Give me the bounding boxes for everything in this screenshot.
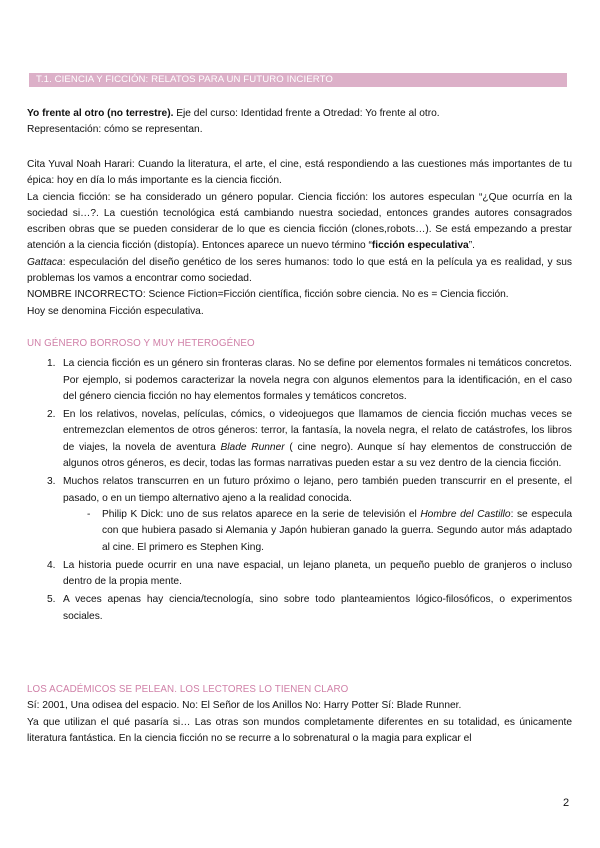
list-number: 1. [47, 358, 56, 370]
cf-definition [27, 190, 572, 255]
intro-line [27, 106, 572, 122]
intro-block [27, 106, 572, 139]
sub-italic: Hombre del Castillo [420, 508, 511, 520]
section2-line2: Ya que utilizan el qué pasaría si… Las otras son mundos completamente diferentes en su totalidad, es únicamente literatura fantástica. En la ciencia ficción no se recurre a lo sobrenatural o la magia para explicar el [27, 716, 572, 744]
list-text: Muchos relatos transcurren en un futuro próximo o lejano, pero también pueden transcurrir en el presente, el pasado, o en un tiempo alternativo ajeno a la realidad conocida. [63, 476, 572, 504]
sub-list-item [27, 507, 572, 556]
section2-line1: Sí: 2001, Una odisea del espacio. No: El Señor de los Anillos No: Harry Potter Sí: Blade Runner. [27, 700, 462, 712]
list-item [27, 407, 572, 472]
sub-text-a: Philip K Dick: uno de sus relatos aparece en la serie de televisión el [102, 508, 421, 520]
list-text-b: ( cine negro). Aunque sí hay elementos de construcción de algunos otros géneros, es decir, todas las formas narrativas pueden estar a su vez dentro de la ciencia ficción. [63, 441, 572, 470]
list-italic: Blade Runner [220, 441, 285, 453]
hoy-line: Hoy se denomina Ficción especulativa. [27, 305, 204, 317]
cita-block [27, 157, 572, 320]
gattaca-text: : especulación del diseño genético de los seres humanos: todo lo que está en la película ya es realidad, y sus problemas los vamos a encontrar como sociedad. [27, 256, 572, 285]
section1 [27, 336, 572, 625]
cf-def-bold: ficción especulativa [371, 240, 469, 252]
section-banner: T.1. CIENCIA Y FICCIÓN: RELATOS PARA UN FUTURO INCIERTO [29, 73, 567, 87]
page-number: 2 [563, 797, 570, 809]
list-text: La ciencia ficción es un género sin fronteras claras. No se define por elementos formales ni temáticos concretos. Por ejemplo, si podemos caracterizar la novela negra con algunos elementos para la identificación, en el caso del género ciencia ficción no hay elementos formales y temáticos concretos. [63, 358, 572, 402]
list-number: 3. [47, 476, 56, 488]
list-item [27, 356, 572, 405]
cf-def-part1: La ciencia ficción: se ha considerado un género popular. Ciencia ficción: los autores especulan “¿Que ocurría en la sociedad si…?. La cuestión tecnológica está cambiando nuestra sociedad, entonces grandes autores consagrados escriben obras que se pueden considerar de lo que es ciencia ficción (clones,robots…). Se está empezando a prestar atención a la ciencia ficción (distopía). Entonces aparece un nuevo término “ [27, 191, 572, 252]
intro-rest: Eje del curso: Identidad frente a Otredad: Yo frente al otro. [173, 108, 440, 119]
gattaca-title: Gattaca [27, 256, 63, 268]
sub-text-b: : se especula con que hubiera pasado si Alemania y Japón hubieran ganado la guerra. Segundo autor más adaptado al cine. El primero es Stephen King. [102, 508, 573, 553]
gattaca-paragraph [27, 255, 572, 288]
list-number: 4. [47, 559, 56, 571]
section1-heading: UN GÉNERO BORROSO Y MUY HETEROGÉNEO [27, 338, 255, 349]
list-number: 2. [47, 409, 56, 421]
sub-dash: - [87, 508, 91, 520]
section1-list [27, 356, 572, 625]
list-item [27, 558, 572, 591]
representacion-line: Representación: cómo se representan. [27, 124, 203, 136]
cita-paragraph: Cita Yuval Noah Harari: Cuando la literatura, el arte, el cine, está respondiendo a las cuestiones más importantes de tu épica: hoy en día lo más importante es la ciencia ficción. [27, 159, 572, 187]
list-text: La historia puede ocurrir en una nave espacial, un lejano planeta, un pequeño pueblo de granjeros o incluso dentro de la propia mente. [63, 559, 572, 588]
list-item [27, 592, 572, 625]
intro-bold: Yo frente al otro (no terrestre). [27, 108, 174, 119]
list-item [27, 474, 572, 507]
list-number: 5. [47, 594, 56, 606]
cf-def-part2: ”. [468, 240, 475, 252]
list-text-a: En los relativos, novelas, películas, cómics, o videojuegos que llamamos de ciencia ficción muchas veces se entremezclan elementos de otros géneros: terror, la fantasía, la novela negra, el relato de catástrofes, los libros de viajes, la novela de aventura [63, 409, 572, 453]
section2 [27, 682, 572, 747]
section2-heading: LOS ACADÉMICOS SE PELEAN. LOS LECTORES LO TIENEN CLARO [27, 684, 349, 695]
list-text: A veces apenas hay ciencia/tecnología, sino sobre todo planteamientos lógico-filosóficos, o experimentos sociales. [63, 594, 572, 622]
nombre-incorrecto: NOMBRE INCORRECTO: Science Fiction=Ficción científica, ficción sobre ciencia. No es = Ciencia ficción. [27, 289, 509, 301]
